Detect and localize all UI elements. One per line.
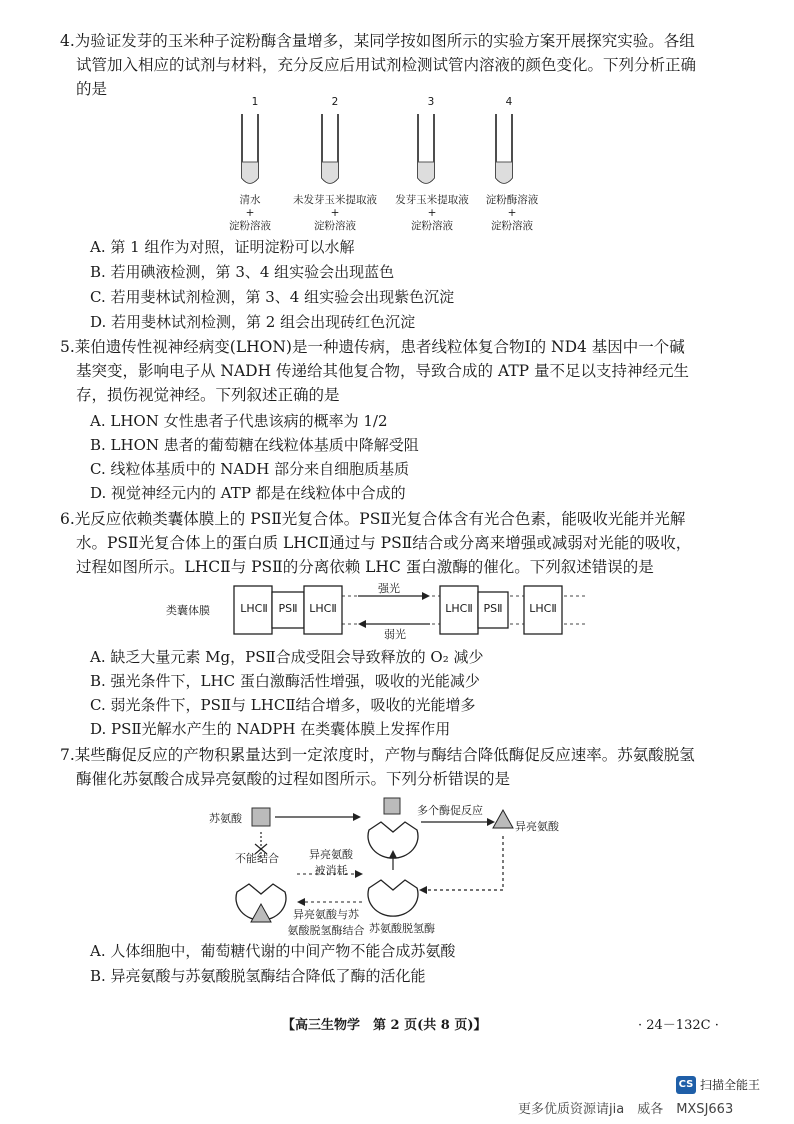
tube-2 <box>322 114 338 183</box>
tube-4-starch: 淀粉溶液 <box>491 220 533 232</box>
tube-2-label <box>280 194 390 233</box>
q4-stem-line-2: 试管加入相应的试剂与材料，充分反应后用试剂检测试管内溶液的颜色变化。下列分析正确 <box>76 56 697 74</box>
q7-option-b: B. 异亮氨酸与苏氨酸脱氢酶结合降低了酶的活化能 <box>90 967 426 985</box>
tube-4 <box>496 114 512 183</box>
tube-2-plus: + <box>330 207 340 219</box>
thylakoid-diagram <box>160 580 590 640</box>
membrane-label: 类囊体膜 <box>166 604 210 617</box>
q6-stem-line-1: 6.光反应依赖类囊体膜上的 PSⅡ光复合体。PSⅡ光复合体含有光合色素，能吸收光能并光解 <box>60 510 686 528</box>
q6-stem-line-3: 过程如图所示。LHCⅡ与 PSⅡ的分离依赖 LHC 蛋白激酶的催化。下列叙述错误的是 <box>76 558 654 576</box>
tube-4-label <box>472 194 552 233</box>
weak-light-label: 弱光 <box>384 628 406 641</box>
test-tubes-figure <box>220 96 560 196</box>
enzyme-label: 苏氨酸脱氢酶 <box>369 922 435 935</box>
tube-1-starch: 淀粉溶液 <box>229 220 271 232</box>
multi-reaction-label: 多个酶促反应 <box>417 804 483 817</box>
q4-stem-line-3: 的是 <box>76 80 108 98</box>
tube-2-number: 2 <box>331 96 339 108</box>
tube-4-number: 4 <box>505 96 513 108</box>
tube-2-starch: 淀粉溶液 <box>314 220 356 232</box>
consumed-label <box>303 846 359 878</box>
q4-option-d: D. 若用斐林试剂检测，第 2 组会出现砖红色沉淀 <box>90 313 416 331</box>
tube-1-plus: + <box>245 207 255 219</box>
page-footer: 【高三生物学 第 2 页(共 8 页)】 <box>282 1018 487 1033</box>
bind-label <box>283 906 369 938</box>
right-lhc-2: LHCⅡ <box>529 602 557 615</box>
q4-option-c: C. 若用斐林试剂检测，第 3、4 组实验会出现紫色沉淀 <box>90 288 455 306</box>
q4-stem-line-1: 4.为验证发芽的玉米种子淀粉酶含量增多，某同学按如图所示的实验方案开展探究实验。各组 <box>60 32 695 50</box>
left-ps2: PSⅡ <box>278 602 298 615</box>
bind-label-line-1: 异亮氨酸与苏 <box>293 908 359 921</box>
scanner-badge <box>676 1076 788 1096</box>
tube-3 <box>418 114 434 183</box>
q4-option-a: A. 第 1 组作为对照，证明淀粉可以水解 <box>90 238 355 256</box>
strong-light-label: 强光 <box>378 582 400 595</box>
tube-1-reagent: 清水 <box>239 194 261 206</box>
tube-3-label <box>384 194 480 233</box>
tube-3-plus: + <box>427 207 437 219</box>
right-ps2: PSⅡ <box>483 602 503 615</box>
enzyme-diagram <box>205 792 585 938</box>
scanner-name: 扫描全能王 <box>700 1078 761 1092</box>
q6-option-c: C. 弱光条件下，PSⅡ与 LHCⅡ结合增多，吸收的光能增多 <box>90 696 476 714</box>
tube-3-starch: 淀粉溶液 <box>411 220 453 232</box>
consumed-label-line-2: 被消耗 <box>314 864 348 877</box>
tube-3-reagent: 发芽玉米提取液 <box>395 194 469 206</box>
tube-1 <box>242 114 258 183</box>
q5-option-a: A. LHON 女性患者子代患该病的概率为 1/2 <box>90 412 388 430</box>
q6-option-b: B. 强光条件下，LHC 蛋白激酶活性增强，吸收的光能减少 <box>90 672 480 690</box>
q7-option-a: A. 人体细胞中，葡萄糖代谢的中间产物不能合成苏氨酸 <box>90 942 456 960</box>
q6-option-d: D. PSⅡ光解水产生的 NADPH 在类囊体膜上发挥作用 <box>90 720 451 738</box>
watermark-text: 更多优质资源请jia 威各 MXSJ663 <box>518 1102 734 1117</box>
q5-option-b: B. LHON 患者的葡萄糖在线粒体基质中降解受阻 <box>90 436 419 454</box>
tube-2-reagent: 未发芽玉米提取液 <box>293 194 377 206</box>
bind-label-line-2: 氨酸脱氢酶结合 <box>287 924 365 937</box>
threonine-label: 苏氨酸 <box>209 812 242 825</box>
tube-4-reagent: 淀粉酶溶液 <box>485 194 539 206</box>
q6-stem-line-2: 水。PSⅡ光复合体上的蛋白质 LHCⅡ通过与 PSⅡ结合或分离来增强或减弱对光能的吸收， <box>76 534 692 552</box>
q5-option-c: C. 线粒体基质中的 NADH 部分来自细胞质基质 <box>90 460 410 478</box>
right-lhc-1: LHCⅡ <box>445 602 473 615</box>
left-lhc-2: LHCⅡ <box>309 602 337 615</box>
isoleucine-label: 异亮氨酸 <box>515 820 559 833</box>
q4-option-b: B. 若用碘液检测，第 3、4 组实验会出现蓝色 <box>90 263 395 281</box>
test-tube-diagram <box>220 96 560 236</box>
q6-option-a: A. 缺乏大量元素 Mg，PSⅡ合成受阻会导致释放的 O₂ 减少 <box>90 648 484 666</box>
cannot-bind-label: 不能结合 <box>235 852 279 865</box>
cs-logo-icon: CS <box>676 1076 696 1094</box>
tube-1-number: 1 <box>251 96 259 108</box>
q5-stem-line-2: 基突变，影响电子从 NADH 传递给其他复合物，导致合成的 ATP 量不足以支持神经元生 <box>76 362 690 380</box>
q5-stem-line-1: 5.莱伯遗传性视神经病变(LHON)是一种遗传病，患者线粒体复合物Ⅰ的 ND4 基因中一个碱 <box>60 338 685 356</box>
tube-1-label <box>220 194 280 233</box>
consumed-label-line-1: 异亮氨酸 <box>309 848 353 861</box>
q5-stem-line-3: 存，损伤视觉神经。下列叙述正确的是 <box>76 386 340 404</box>
tube-4-plus: + <box>507 207 517 219</box>
q7-stem-line-2: 酶催化苏氨酸合成异亮氨酸的过程如图所示。下列分析错误的是 <box>76 770 511 788</box>
tube-3-number: 3 <box>427 96 435 108</box>
page-code: · 24－132C · <box>638 1018 719 1033</box>
left-lhc-1: LHCⅡ <box>240 602 268 615</box>
q5-option-d: D. 视觉神经元内的 ATP 都是在线粒体中合成的 <box>90 484 406 502</box>
q7-stem-line-1: 7.某些酶促反应的产物积累量达到一定浓度时，产物与酶结合降低酶促反应速率。苏氨酸脱氢 <box>60 746 695 764</box>
